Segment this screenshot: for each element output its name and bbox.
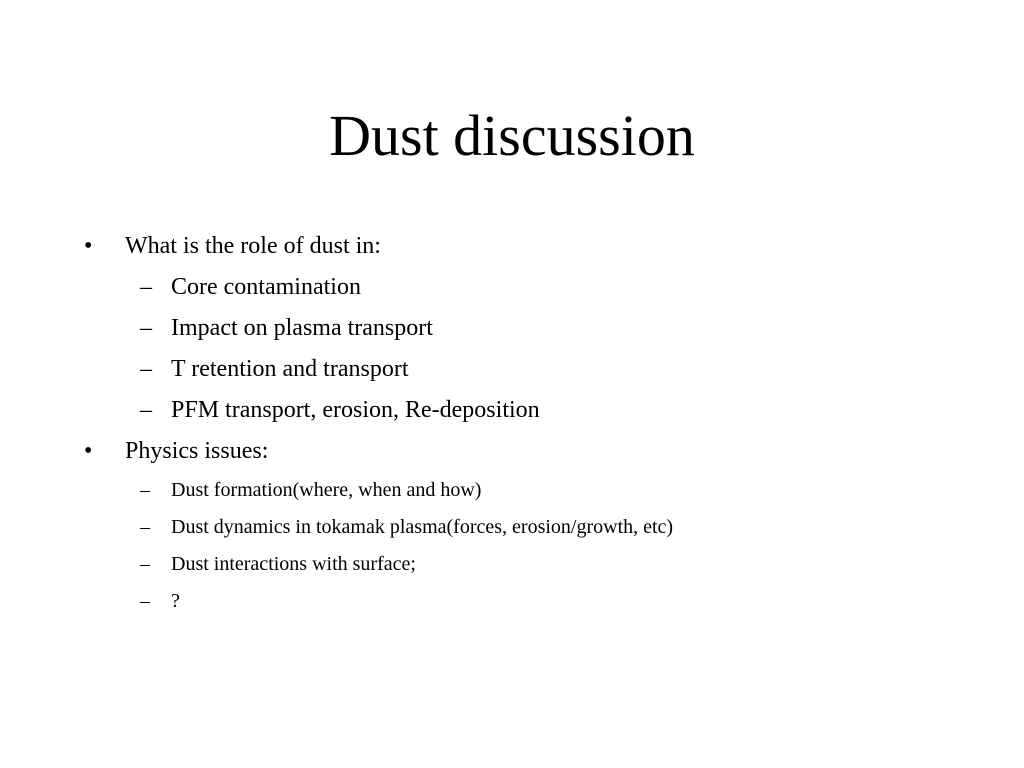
sub-bullet-item xyxy=(125,509,964,546)
sub-bullet-list xyxy=(125,472,964,620)
bullet-item-physics xyxy=(84,431,964,620)
sub-bullet-item xyxy=(125,308,964,349)
sub-bullet-item xyxy=(125,472,964,509)
sub-bullet-item xyxy=(125,267,964,308)
sub-bullet-text: Dust dynamics in tokamak plasma(forces, erosion/growth, etc) xyxy=(171,516,674,538)
bullet-icon: • xyxy=(84,233,93,259)
dash-icon: – xyxy=(140,516,150,538)
bullet-icon: • xyxy=(84,438,93,464)
dash-icon: – xyxy=(140,315,152,341)
sub-bullet-list xyxy=(125,267,964,431)
sub-bullet-text: T retention and transport xyxy=(171,356,409,382)
bullet-item-role xyxy=(84,226,964,431)
sub-bullet-text: Core contamination xyxy=(171,274,361,300)
bullet-text: What is the role of dust in: xyxy=(125,233,381,259)
dash-icon: – xyxy=(140,590,150,612)
sub-bullet-text: PFM transport, erosion, Re-deposition xyxy=(171,397,540,423)
sub-bullet-item xyxy=(125,546,964,583)
dash-icon: – xyxy=(140,274,152,300)
dash-icon: – xyxy=(140,397,152,423)
sub-bullet-item xyxy=(125,390,964,431)
sub-bullet-text: Impact on plasma transport xyxy=(171,315,433,341)
dash-icon: – xyxy=(140,479,150,501)
slide-title: Dust discussion xyxy=(329,103,695,168)
sub-bullet-text: ? xyxy=(171,590,180,612)
sub-bullet-item xyxy=(125,583,964,620)
bullet-text: Physics issues: xyxy=(125,438,269,464)
bullet-list xyxy=(84,226,964,620)
sub-bullet-text: Dust interactions with surface; xyxy=(171,553,416,575)
sub-bullet-text: Dust formation(where, when and how) xyxy=(171,479,482,501)
sub-bullet-item xyxy=(125,349,964,390)
dash-icon: – xyxy=(140,356,152,382)
dash-icon: – xyxy=(140,553,150,575)
